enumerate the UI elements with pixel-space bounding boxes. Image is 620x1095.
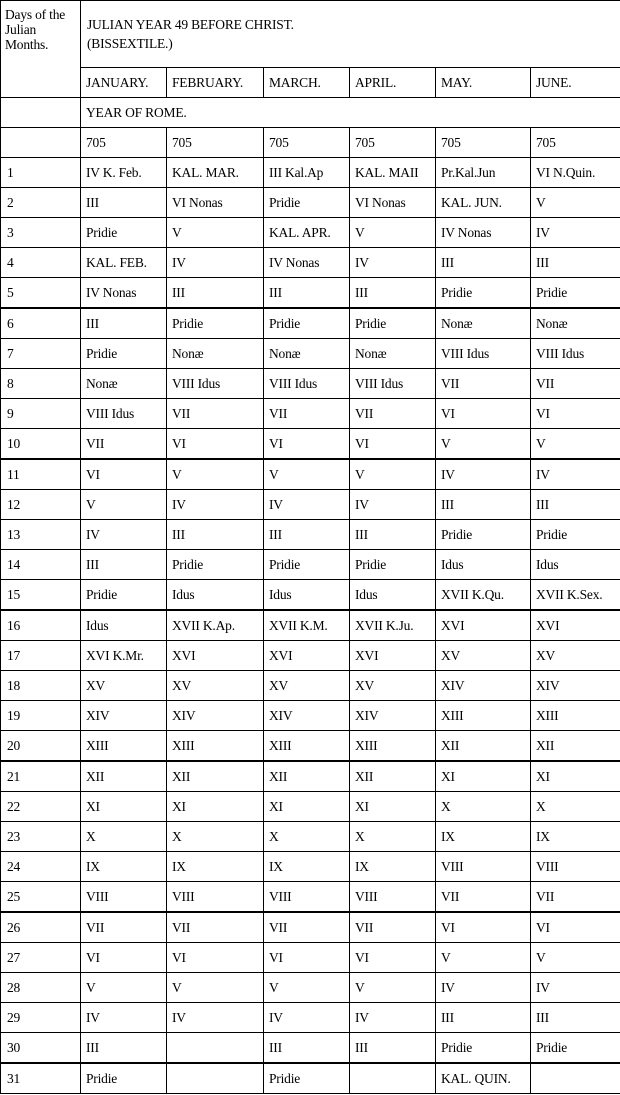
month-header: MAY. bbox=[436, 68, 531, 98]
year-value: 705 bbox=[531, 128, 620, 158]
date-cell: KAL. JUN. bbox=[436, 188, 531, 218]
date-cell: XVI bbox=[167, 641, 264, 671]
date-cell: Pridie bbox=[436, 278, 531, 309]
date-cell: IX bbox=[81, 852, 167, 882]
date-cell: XIII bbox=[264, 731, 350, 762]
date-cell: IV bbox=[350, 248, 436, 278]
date-cell: IV bbox=[350, 490, 436, 520]
date-cell: IV bbox=[81, 520, 167, 550]
date-cell: VII bbox=[167, 912, 264, 943]
date-cell: XI bbox=[531, 761, 620, 792]
date-cell: XIII bbox=[167, 731, 264, 762]
date-cell: XV bbox=[350, 671, 436, 701]
day-row bbox=[1, 490, 620, 520]
date-cell: V bbox=[167, 459, 264, 490]
date-cell: XIII bbox=[350, 731, 436, 762]
date-cell: IV bbox=[167, 248, 264, 278]
day-number: 30 bbox=[1, 1033, 81, 1064]
day-row bbox=[1, 792, 620, 822]
day-number: 10 bbox=[1, 429, 81, 460]
date-cell: VIII bbox=[264, 882, 350, 913]
date-cell: III bbox=[436, 248, 531, 278]
date-cell: Nonæ bbox=[264, 339, 350, 369]
day-number: 24 bbox=[1, 852, 81, 882]
date-cell: VII bbox=[167, 399, 264, 429]
date-cell: XVI bbox=[264, 641, 350, 671]
day-row bbox=[1, 731, 620, 762]
day-rows bbox=[1, 158, 620, 1094]
date-cell: VII bbox=[436, 882, 531, 913]
date-cell: V bbox=[350, 459, 436, 490]
day-row bbox=[1, 912, 620, 943]
date-cell: III bbox=[531, 1003, 620, 1033]
date-cell: IX bbox=[350, 852, 436, 882]
date-cell: XIII bbox=[436, 701, 531, 731]
date-cell: Nonæ bbox=[81, 369, 167, 399]
date-cell: VII bbox=[350, 399, 436, 429]
day-number: 4 bbox=[1, 248, 81, 278]
date-cell: KAL. FEB. bbox=[81, 248, 167, 278]
day-row bbox=[1, 459, 620, 490]
date-cell: KAL. APR. bbox=[264, 218, 350, 248]
date-cell: XI bbox=[436, 761, 531, 792]
date-cell: III bbox=[81, 550, 167, 580]
day-row bbox=[1, 671, 620, 701]
date-cell: IV K. Feb. bbox=[81, 158, 167, 188]
title-row bbox=[1, 1, 620, 68]
day-number: 6 bbox=[1, 308, 81, 339]
date-cell: XIII bbox=[81, 731, 167, 762]
date-cell: Pridie bbox=[350, 308, 436, 339]
date-cell: Nonæ bbox=[167, 339, 264, 369]
date-cell: XVII K.M. bbox=[264, 610, 350, 641]
day-row bbox=[1, 248, 620, 278]
date-cell: III bbox=[81, 1033, 167, 1064]
date-cell: XI bbox=[81, 792, 167, 822]
date-cell: V bbox=[167, 973, 264, 1003]
date-cell: III bbox=[264, 1033, 350, 1064]
year-value: 705 bbox=[264, 128, 350, 158]
date-cell: VI bbox=[531, 912, 620, 943]
date-cell: XIV bbox=[531, 671, 620, 701]
day-number: 9 bbox=[1, 399, 81, 429]
date-cell: IV bbox=[167, 490, 264, 520]
month-header: APRIL. bbox=[350, 68, 436, 98]
title-line-1: JULIAN YEAR 49 BEFORE CHRIST. bbox=[87, 17, 294, 32]
day-row bbox=[1, 308, 620, 339]
month-header: FEBRUARY. bbox=[167, 68, 264, 98]
date-cell: KAL. MAII bbox=[350, 158, 436, 188]
date-cell: IV bbox=[436, 459, 531, 490]
date-cell: Pridie bbox=[81, 339, 167, 369]
day-number: 11 bbox=[1, 459, 81, 490]
date-cell: XV bbox=[167, 671, 264, 701]
day-row bbox=[1, 520, 620, 550]
day-number: 7 bbox=[1, 339, 81, 369]
date-cell: XVI bbox=[350, 641, 436, 671]
month-header: MARCH. bbox=[264, 68, 350, 98]
date-cell: III bbox=[264, 520, 350, 550]
title-line-2: (BISSEXTILE.) bbox=[87, 36, 173, 51]
date-cell: III Kal.Ap bbox=[264, 158, 350, 188]
date-cell: X bbox=[350, 822, 436, 852]
day-number: 23 bbox=[1, 822, 81, 852]
day-number: 27 bbox=[1, 943, 81, 973]
date-cell: XVI K.Mr. bbox=[81, 641, 167, 671]
date-cell: XVII K.Sex. bbox=[531, 580, 620, 611]
date-cell bbox=[167, 1063, 264, 1094]
day-number: 12 bbox=[1, 490, 81, 520]
day-number: 29 bbox=[1, 1003, 81, 1033]
day-row bbox=[1, 158, 620, 188]
day-row bbox=[1, 943, 620, 973]
date-cell: VI bbox=[167, 943, 264, 973]
date-cell: III bbox=[167, 278, 264, 309]
date-cell: X bbox=[264, 822, 350, 852]
date-cell: III bbox=[350, 520, 436, 550]
month-header-row bbox=[1, 68, 620, 98]
date-cell: VIII Idus bbox=[81, 399, 167, 429]
year-of-rome-label: YEAR OF ROME. bbox=[81, 98, 620, 128]
date-cell: VI bbox=[436, 399, 531, 429]
date-cell: Pridie bbox=[264, 308, 350, 339]
date-cell: V bbox=[167, 218, 264, 248]
date-cell: XIV bbox=[167, 701, 264, 731]
day-number: 8 bbox=[1, 369, 81, 399]
date-cell: IV bbox=[167, 1003, 264, 1033]
date-cell: VI bbox=[81, 459, 167, 490]
date-cell: XVII K.Ju. bbox=[350, 610, 436, 641]
date-cell: VIII bbox=[81, 882, 167, 913]
date-cell: XI bbox=[264, 792, 350, 822]
day-number: 3 bbox=[1, 218, 81, 248]
date-cell: III bbox=[436, 490, 531, 520]
year-values-row bbox=[1, 128, 620, 158]
date-cell: VII bbox=[81, 429, 167, 460]
date-cell: VI Nonas bbox=[350, 188, 436, 218]
date-cell: V bbox=[350, 218, 436, 248]
date-cell bbox=[350, 1063, 436, 1094]
date-cell: KAL. MAR. bbox=[167, 158, 264, 188]
date-cell: VI bbox=[264, 943, 350, 973]
corner-label: Days of the Julian Months. bbox=[1, 1, 81, 98]
date-cell: Pridie bbox=[531, 278, 620, 309]
date-cell: IX bbox=[531, 822, 620, 852]
day-row bbox=[1, 369, 620, 399]
day-row bbox=[1, 580, 620, 611]
date-cell: VI bbox=[81, 943, 167, 973]
date-cell: V bbox=[531, 429, 620, 460]
date-cell: IV bbox=[531, 973, 620, 1003]
date-cell: XII bbox=[436, 731, 531, 762]
date-cell: Pridie bbox=[436, 1033, 531, 1064]
date-cell: XI bbox=[350, 792, 436, 822]
date-cell: Pridie bbox=[531, 1033, 620, 1064]
date-cell: KAL. QUIN. bbox=[436, 1063, 531, 1094]
date-cell: Idus bbox=[167, 580, 264, 611]
date-cell: IV bbox=[531, 459, 620, 490]
date-cell: Pridie bbox=[436, 520, 531, 550]
month-header: JUNE. bbox=[531, 68, 620, 98]
date-cell: XV bbox=[81, 671, 167, 701]
year-value: 705 bbox=[167, 128, 264, 158]
date-cell: VII bbox=[264, 399, 350, 429]
date-cell: III bbox=[436, 1003, 531, 1033]
table-title bbox=[81, 1, 620, 68]
date-cell: IV bbox=[81, 1003, 167, 1033]
day-number: 2 bbox=[1, 188, 81, 218]
day-number: 17 bbox=[1, 641, 81, 671]
day-number: 1 bbox=[1, 158, 81, 188]
date-cell: V bbox=[264, 973, 350, 1003]
day-number: 18 bbox=[1, 671, 81, 701]
date-cell: XIV bbox=[81, 701, 167, 731]
date-cell: IX bbox=[167, 852, 264, 882]
date-cell: Pridie bbox=[81, 580, 167, 611]
date-cell: Pridie bbox=[81, 1063, 167, 1094]
day-number: 16 bbox=[1, 610, 81, 641]
date-cell: Idus bbox=[264, 580, 350, 611]
date-cell: Pridie bbox=[264, 550, 350, 580]
date-cell: IV bbox=[350, 1003, 436, 1033]
date-cell: XIV bbox=[350, 701, 436, 731]
empty-cell bbox=[1, 128, 81, 158]
date-cell: IX bbox=[264, 852, 350, 882]
date-cell: X bbox=[167, 822, 264, 852]
date-cell: IV bbox=[264, 1003, 350, 1033]
date-cell: VI bbox=[531, 399, 620, 429]
day-row bbox=[1, 218, 620, 248]
day-number: 31 bbox=[1, 1063, 81, 1094]
date-cell: VI bbox=[350, 943, 436, 973]
date-cell: XII bbox=[264, 761, 350, 792]
day-row bbox=[1, 973, 620, 1003]
date-cell bbox=[531, 1063, 620, 1094]
date-cell: V bbox=[81, 973, 167, 1003]
day-number: 21 bbox=[1, 761, 81, 792]
date-cell: Pridie bbox=[264, 1063, 350, 1094]
date-cell: V bbox=[81, 490, 167, 520]
date-cell: VI bbox=[167, 429, 264, 460]
date-cell: Nonæ bbox=[531, 308, 620, 339]
day-row bbox=[1, 399, 620, 429]
day-row bbox=[1, 1003, 620, 1033]
date-cell: X bbox=[531, 792, 620, 822]
day-row bbox=[1, 550, 620, 580]
date-cell: XVII K.Qu. bbox=[436, 580, 531, 611]
day-number: 20 bbox=[1, 731, 81, 762]
day-number: 26 bbox=[1, 912, 81, 943]
date-cell: XVII K.Ap. bbox=[167, 610, 264, 641]
year-of-rome-label-row bbox=[1, 98, 620, 128]
day-row bbox=[1, 882, 620, 913]
year-value: 705 bbox=[350, 128, 436, 158]
day-row bbox=[1, 188, 620, 218]
date-cell: IV Nonas bbox=[436, 218, 531, 248]
date-cell: III bbox=[264, 278, 350, 309]
date-cell: Idus bbox=[350, 580, 436, 611]
date-cell: V bbox=[436, 429, 531, 460]
date-cell: IX bbox=[436, 822, 531, 852]
year-value: 705 bbox=[81, 128, 167, 158]
date-cell: IV Nonas bbox=[81, 278, 167, 309]
day-row bbox=[1, 278, 620, 309]
date-cell: IV Nonas bbox=[264, 248, 350, 278]
date-cell: VIII bbox=[167, 882, 264, 913]
day-number: 28 bbox=[1, 973, 81, 1003]
date-cell: IV bbox=[436, 973, 531, 1003]
date-cell: V bbox=[350, 973, 436, 1003]
date-cell: XV bbox=[531, 641, 620, 671]
date-cell: VI Nonas bbox=[167, 188, 264, 218]
date-cell: III bbox=[167, 520, 264, 550]
date-cell: XIV bbox=[436, 671, 531, 701]
date-cell: V bbox=[436, 943, 531, 973]
date-cell: VII bbox=[531, 369, 620, 399]
month-header: JANUARY. bbox=[81, 68, 167, 98]
date-cell: Pridie bbox=[81, 218, 167, 248]
day-row bbox=[1, 429, 620, 460]
day-row bbox=[1, 339, 620, 369]
date-cell: XIII bbox=[531, 701, 620, 731]
date-cell: VIII bbox=[436, 852, 531, 882]
empty-cell bbox=[1, 98, 81, 128]
day-row bbox=[1, 641, 620, 671]
year-value: 705 bbox=[436, 128, 531, 158]
date-cell: III bbox=[81, 188, 167, 218]
date-cell: Idus bbox=[81, 610, 167, 641]
date-cell: XVI bbox=[531, 610, 620, 641]
day-row bbox=[1, 1063, 620, 1094]
date-cell: Pr.Kal.Jun bbox=[436, 158, 531, 188]
date-cell: VIII Idus bbox=[436, 339, 531, 369]
date-cell: Pridie bbox=[350, 550, 436, 580]
date-cell: VIII Idus bbox=[350, 369, 436, 399]
date-cell: VII bbox=[350, 912, 436, 943]
date-cell: VIII bbox=[531, 852, 620, 882]
date-cell: Nonæ bbox=[350, 339, 436, 369]
day-row bbox=[1, 1033, 620, 1064]
date-cell: XIV bbox=[264, 701, 350, 731]
date-cell bbox=[167, 1033, 264, 1064]
date-cell: Nonæ bbox=[436, 308, 531, 339]
date-cell: XII bbox=[167, 761, 264, 792]
date-cell: V bbox=[531, 943, 620, 973]
date-cell: VI bbox=[264, 429, 350, 460]
date-cell: VIII Idus bbox=[167, 369, 264, 399]
day-number: 25 bbox=[1, 882, 81, 913]
date-cell: Pridie bbox=[167, 550, 264, 580]
date-cell: XI bbox=[167, 792, 264, 822]
date-cell: VI bbox=[436, 912, 531, 943]
date-cell: III bbox=[531, 490, 620, 520]
date-cell: III bbox=[350, 278, 436, 309]
day-number: 15 bbox=[1, 580, 81, 611]
day-number: 13 bbox=[1, 520, 81, 550]
day-row bbox=[1, 822, 620, 852]
date-cell: XV bbox=[436, 641, 531, 671]
date-cell: XII bbox=[81, 761, 167, 792]
date-cell: III bbox=[531, 248, 620, 278]
date-cell: V bbox=[531, 188, 620, 218]
day-number: 19 bbox=[1, 701, 81, 731]
day-row bbox=[1, 852, 620, 882]
date-cell: XII bbox=[531, 731, 620, 762]
date-cell: Idus bbox=[531, 550, 620, 580]
day-number: 14 bbox=[1, 550, 81, 580]
date-cell: IV bbox=[264, 490, 350, 520]
date-cell: Idus bbox=[436, 550, 531, 580]
date-cell: XII bbox=[350, 761, 436, 792]
date-cell: III bbox=[350, 1033, 436, 1064]
day-number: 5 bbox=[1, 278, 81, 309]
day-row bbox=[1, 701, 620, 731]
date-cell: VIII Idus bbox=[264, 369, 350, 399]
date-cell: VIII Idus bbox=[531, 339, 620, 369]
date-cell: Pridie bbox=[264, 188, 350, 218]
date-cell: III bbox=[81, 308, 167, 339]
date-cell: VII bbox=[531, 882, 620, 913]
date-cell: V bbox=[264, 459, 350, 490]
date-cell: X bbox=[436, 792, 531, 822]
date-cell: VII bbox=[436, 369, 531, 399]
date-cell: VII bbox=[264, 912, 350, 943]
date-cell: VI N.Quin. bbox=[531, 158, 620, 188]
date-cell: X bbox=[81, 822, 167, 852]
date-cell: VII bbox=[81, 912, 167, 943]
date-cell: VI bbox=[350, 429, 436, 460]
date-cell: IV bbox=[531, 218, 620, 248]
day-number: 22 bbox=[1, 792, 81, 822]
date-cell: XVI bbox=[436, 610, 531, 641]
day-row bbox=[1, 610, 620, 641]
date-cell: VIII bbox=[350, 882, 436, 913]
date-cell: XV bbox=[264, 671, 350, 701]
date-cell: Pridie bbox=[531, 520, 620, 550]
date-cell: Pridie bbox=[167, 308, 264, 339]
day-row bbox=[1, 761, 620, 792]
